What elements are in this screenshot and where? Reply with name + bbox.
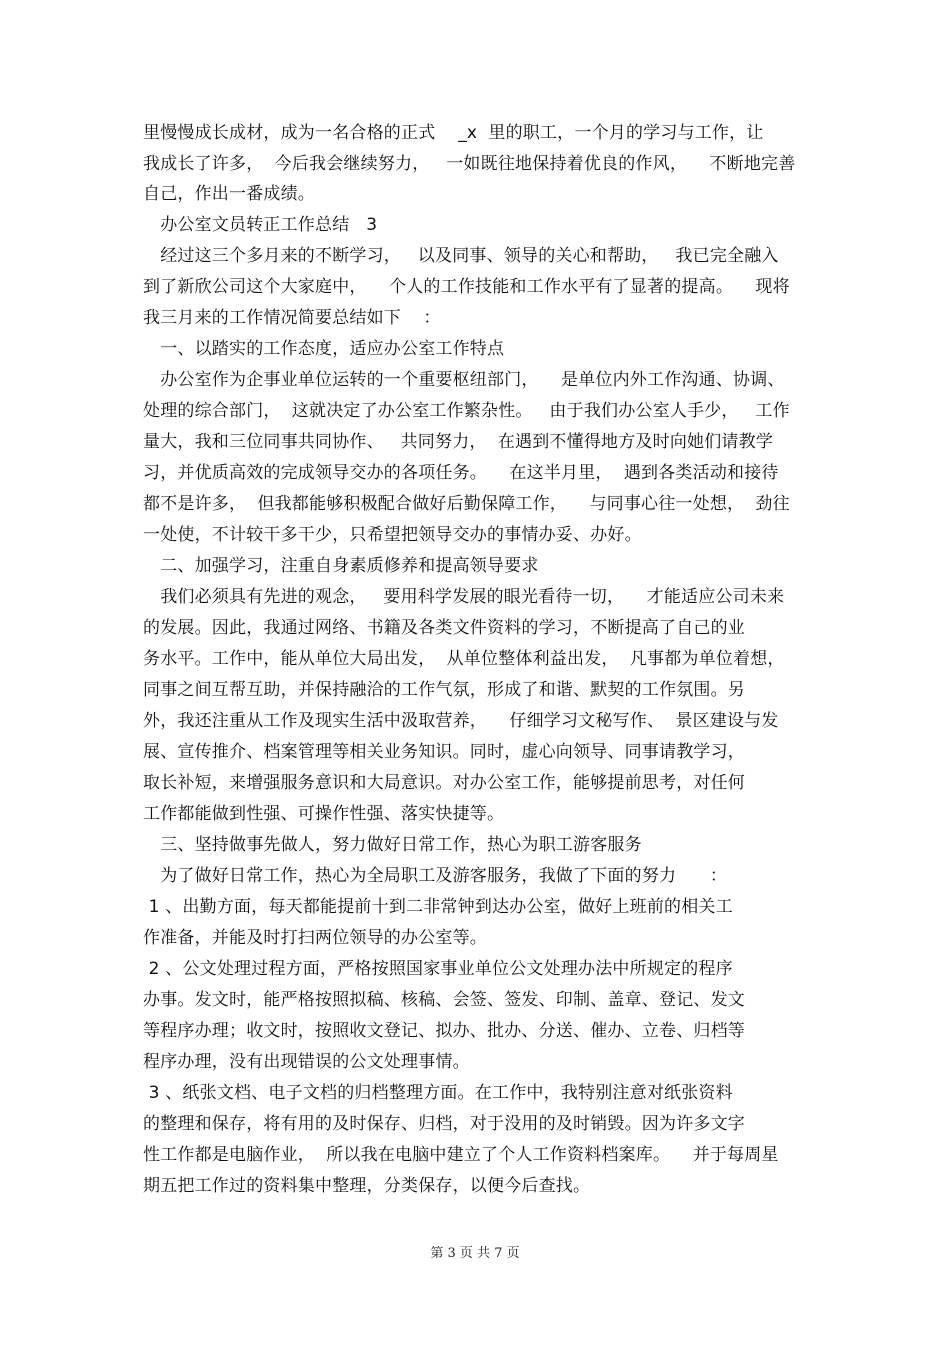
text-line: 外，我还注重从工作及现实生活中汲取营养， 仔细学习文秘写作、 景区建设与发	[143, 711, 779, 731]
text-line: 习，并优质高效的完成领导交办的各项任务。 在这半月里， 遇到各类活动和接待	[143, 463, 779, 483]
text-line: 办事。发文时，能严格按照拟稿、核稿、会签、签发、印制、盖章、登记、发文	[143, 990, 745, 1010]
text-line: 程序办理，没有出现错误的公文处理事情。	[143, 1052, 470, 1072]
text-line: 为了做好日常工作，热心为全局职工及游客服务，我做了下面的努力 ：	[143, 866, 728, 886]
text-line: 2 、公文处理过程方面，严格按照国家事业单位公文处理办法中所规定的程序	[143, 959, 733, 979]
text-line: 我们必须具有先进的观念， 要用科学发展的眼光看待一切， 才能适应公司未来	[143, 587, 785, 607]
text-line: 性工作都是电脑作业， 所以我在电脑中建立了个人工作资料档案库。 并于每周星	[143, 1145, 779, 1165]
text-line: 处理的综合部门， 这就决定了办公室工作繁杂性。 由于我们办公室人手少， 工作	[143, 401, 790, 421]
text-line: 一处使，不计较干多干少，只希望把领导交办的事情办妥、办好。	[143, 525, 642, 545]
page-footer: 第 3 页 共 7 页	[430, 1246, 520, 1261]
text-line: 自己，作出一番成绩。	[143, 184, 315, 204]
text-line: 3 、纸张文档、电子文档的归档整理方面。在工作中，我特别注意对纸张资料	[143, 1083, 733, 1103]
subheading: 三、坚持做事先做人，努力做好日常工作，热心为职工游客服务	[143, 835, 642, 855]
section-heading: 办公室文员转正工作总结 3	[143, 215, 378, 235]
text-line: 我三月来的工作情况简要总结如下 ：	[143, 308, 441, 328]
text-line: 同事之间互帮互助，并保持融洽的工作气氛，形成了和谐、默契的工作氛围。另	[143, 680, 745, 700]
text-line: 务水平。工作中，能从单位大局出发， 从单位整体利益出发， 凡事都为单位着想，	[143, 649, 785, 669]
text-line: 展、宣传推介、档案管理等相关业务知识。同时，虚心向领导、同事请教学习，	[143, 742, 745, 762]
text-line: 都不是许多， 但我都能够积极配合做好后勤保障工作， 与同事心往一处想， 劲往	[143, 494, 790, 514]
text-line: 办公室作为企事业单位运转的一个重要枢纽部门， 是单位内外工作沟通、协调、	[143, 370, 785, 390]
subheading: 二、加强学习，注重自身素质修养和提高领导要求	[143, 556, 539, 576]
text-line: 1 、出勤方面，每天都能提前十到二非常钟到达办公室，做好上班前的相关工	[143, 897, 733, 917]
text-line: 我成长了许多， 今后我会继续努力， 一如既往地保持着优良的作风， 不断地完善	[143, 154, 796, 174]
text-line: 经过这三个多月来的不断学习， 以及同事、领导的关心和帮助， 我已完全融入	[143, 246, 779, 266]
text-line: 取长补短，来增强服务意识和大局意识。对办公室工作，能够提前思考，对任何	[143, 773, 745, 793]
subheading: 一、以踏实的工作态度，适应办公室工作特点	[143, 339, 505, 359]
text-line: 里慢慢成长成材，成为一名合格的正式 _x 里的职工，一个月的学习与工作，让	[143, 123, 764, 143]
text-line: 量大，我和三位同事共同协作、 共同努力， 在遇到不懂得地方及时向她们请教学	[143, 432, 774, 452]
text-line: 的整理和保存，将有用的及时保存、归档，对于没用的及时销毁。因为许多文字	[143, 1114, 745, 1134]
text-line: 期五把工作过的资料集中整理，分类保存，以便今后查找。	[143, 1176, 591, 1196]
text-line: 等程序办理；收文时，按照收文登记、拟办、批办、分送、催办、立卷、归档等	[143, 1021, 745, 1041]
text-line: 工作都能做到性强、可操作性强、落实快捷等。	[143, 804, 505, 824]
text-line: 的发展。因此，我通过网络、书籍及各类文件资料的学习，不断提高了自己的业	[143, 618, 745, 638]
text-line: 到了新欣公司这个大家庭中， 个人的工作技能和工作水平有了显著的提高。 现将	[143, 277, 790, 297]
text-line: 作准备，并能及时打扫两位领导的办公室等。	[143, 928, 487, 948]
